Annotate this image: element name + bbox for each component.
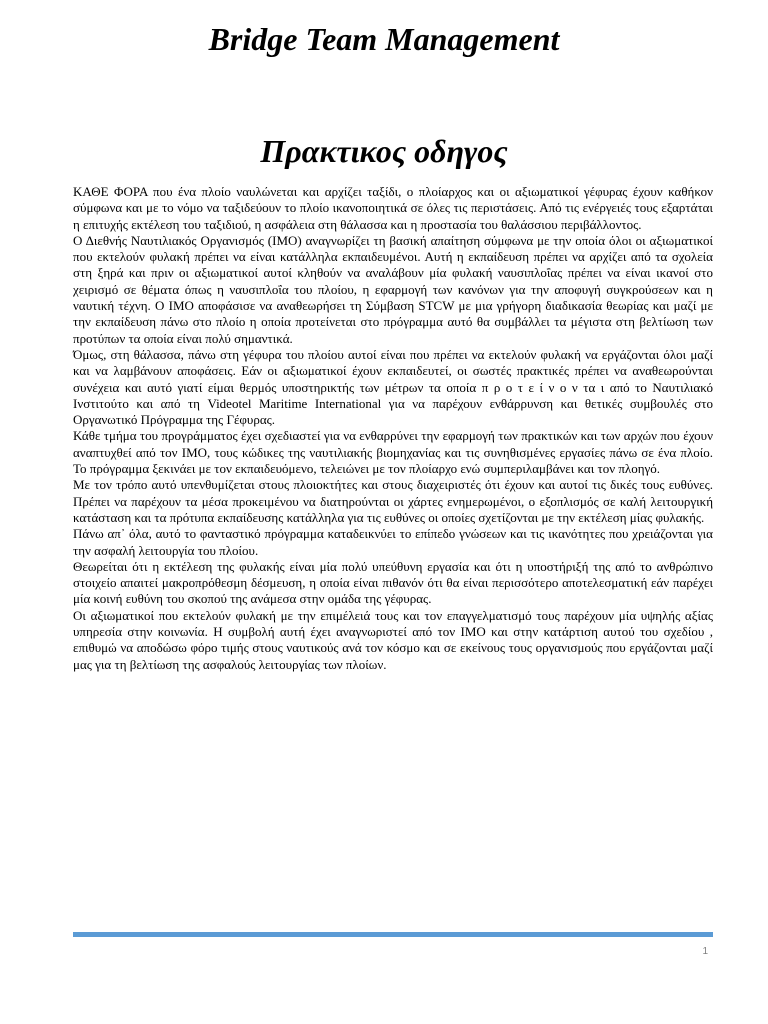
paragraph: Όμως, στη θάλασσα, πάνω στη γέφυρα του πλοίου αυτοί είναι που πρέπει να εκτελούν φυλακή να εργάζονται όλοι μαζί και να λαμβάνουν αποφάσεις. Εάν οι αξιωματικοί έχουν εκπαιδευτεί, οι σωστές πρακτικές πρέπει να αναθεωρούνται συνέχεια και αυτό γιατί είμαι θερμός υποστηρικτής των μέτρων τα οποία π ρ ο τ ε ί ν ο ν τα ι από το Ναυτιλιακό Ινστιτούτο και από τη Videotel Maritime International για να παρέχουν ενθάρρυνση και θετικές συμβουλές στο Οργανωτικό Πρόγραμμα της Γέφυρας.: [73, 346, 713, 428]
page-number: 1: [702, 946, 708, 957]
paragraph: ΚΑΘΕ ΦΟΡΑ που ένα πλοίο ναυλώνεται και αρχίζει ταξίδι, ο πλοίαρχος και οι αξιωματικοί γέφυρας έχουν καθήκον σύμφωνα και με το νόμο να ταξιδεύουν το πλοίο ικανοποιητικά σε όλες τις περιστάσεις. Από τις ενέργειές τους εξαρτάται η επιτυχής εκτέλεση του ταξιδιού, η ασφάλεια στη θάλασσα και η προστασία του θαλάσσιου περιβάλλοντος.: [73, 184, 713, 232]
paragraph: Ο Διεθνής Ναυτιλιακός Οργανισμός (IMO) αναγνωρίζει τη βασική απαίτηση σύμφωνα με την οποία όλοι οι αξιωματικοί που εκτελούν φυλακή πρέπει να είναι κατάλληλα εκπαιδευμένοι. Αυτή η εκπαίδευση πρέπει να αρχίζει από τα σχολεία στη ξηρά και πριν οι αξιωματικοί αυτοί κληθούν να αναλάβουν μία φυλακή ναυσιπλοΐας πρέπει να είναι ικανοί στο χειρισμό σε θέματα όπως η ναυσιπλοΐα του πλοίου, η εφαρμογή των κανόνων για την αποφυγή συγκρούσεων και η ναυτική τέχνη. Ο IMO αποφάσισε να αναθεωρήσει τη Σύμβαση STCW με μια γρήγορη διαδικασία θεωρίας και μαζί με την εκπαίδευση πάνω στο πλοίο η οποία προτείνεται στο πρόγραμμα αυτό θα συμβάλλει τα μέγιστα στη βελτίωση των προτύπων τα οποία είναι πολύ σημαντικά.: [73, 232, 713, 346]
document-title: Bridge Team Management: [208, 21, 560, 57]
paragraph: Πάνω απ᾽ όλα, αυτό το φανταστικό πρόγραμμα καταδεικνύει το επίπεδο γνώσεων και τις ικανότητες που χρειάζονται για την ασφαλή λειτουργία του πλοίου.: [73, 526, 713, 558]
paragraph: Θεωρείται ότι η εκτέλεση της φυλακής είναι μία πολύ υπεύθυνη εργασία και ότι η υποστήριξή της από το ανθρώπινο στοιχείο απαιτεί μακροπρόθεσμη δέσμευση, η οποία είναι πιθανόν ότι θα είναι περισσότερο αποτελεσματική εάν παρέχει μία κοινή ευθύνη του σκοπού της ανάμεσα στην ομάδα της γέφυρας.: [73, 558, 713, 607]
paragraph: Οι αξιωματικοί που εκτελούν φυλακή με την επιμέλειά τους και τον επαγγελματισμό τους παρέχουν μία υψηλής αξίας υπηρεσία στην κοινωνία. Η συμβολή αυτή έχει αναγνωριστεί από τον IMO και στην κατάρτιση αυτού του σχεδίου , επιθυμώ να αποδώσω φόρο τιμής στους ναυτικούς ανά τον κόσμο και σε εκείνους τους οργανισμούς που εργάζονται μαζί μας για τη βελτίωση της ασφαλούς λειτουργίας των πλοίων.: [73, 607, 713, 672]
footer-divider: [73, 932, 713, 937]
paragraph: Κάθε τμήμα του προγράμματος έχει σχεδιαστεί για να ενθαρρύνει την εφαρμογή των πρακτικών και των αρχών που έχουν αναπτυχθεί από τον IMO, τους κώδικες της ναυτιλιακής βιομηχανίας και τις συνηθισμένες εργασίες πάνω σε ένα πλοίο. Το πρόγραμμα ξεκινάει με τον εκπαιδευόμενο, τελειώνει με τον πλοίαρχο ενώ συμπεριλαμβάνει και τον πλοηγό.: [73, 428, 713, 477]
document-subtitle: Πρακτικος οδηγος: [260, 133, 508, 169]
document-body: [73, 184, 713, 673]
paragraph: Με τον τρόπο αυτό υπενθυμίζεται στους πλοιοκτήτες και στους διαχειριστές ότι έχουν και αυτοί τις δικές τους ευθύνες. Πρέπει να παρέχουν τα μέσα προκειμένου να διατηρούνται οι χάρτες ενημερωμένοι, ο εξοπλισμός σε καλή λειτουργική κατάσταση και τα πρότυπα εκπαίδευσης κατάλληλα για τις ευθύνες οι οποίες σχετίζονται με την εκτέλεση μίας φυλακής.: [73, 477, 713, 525]
